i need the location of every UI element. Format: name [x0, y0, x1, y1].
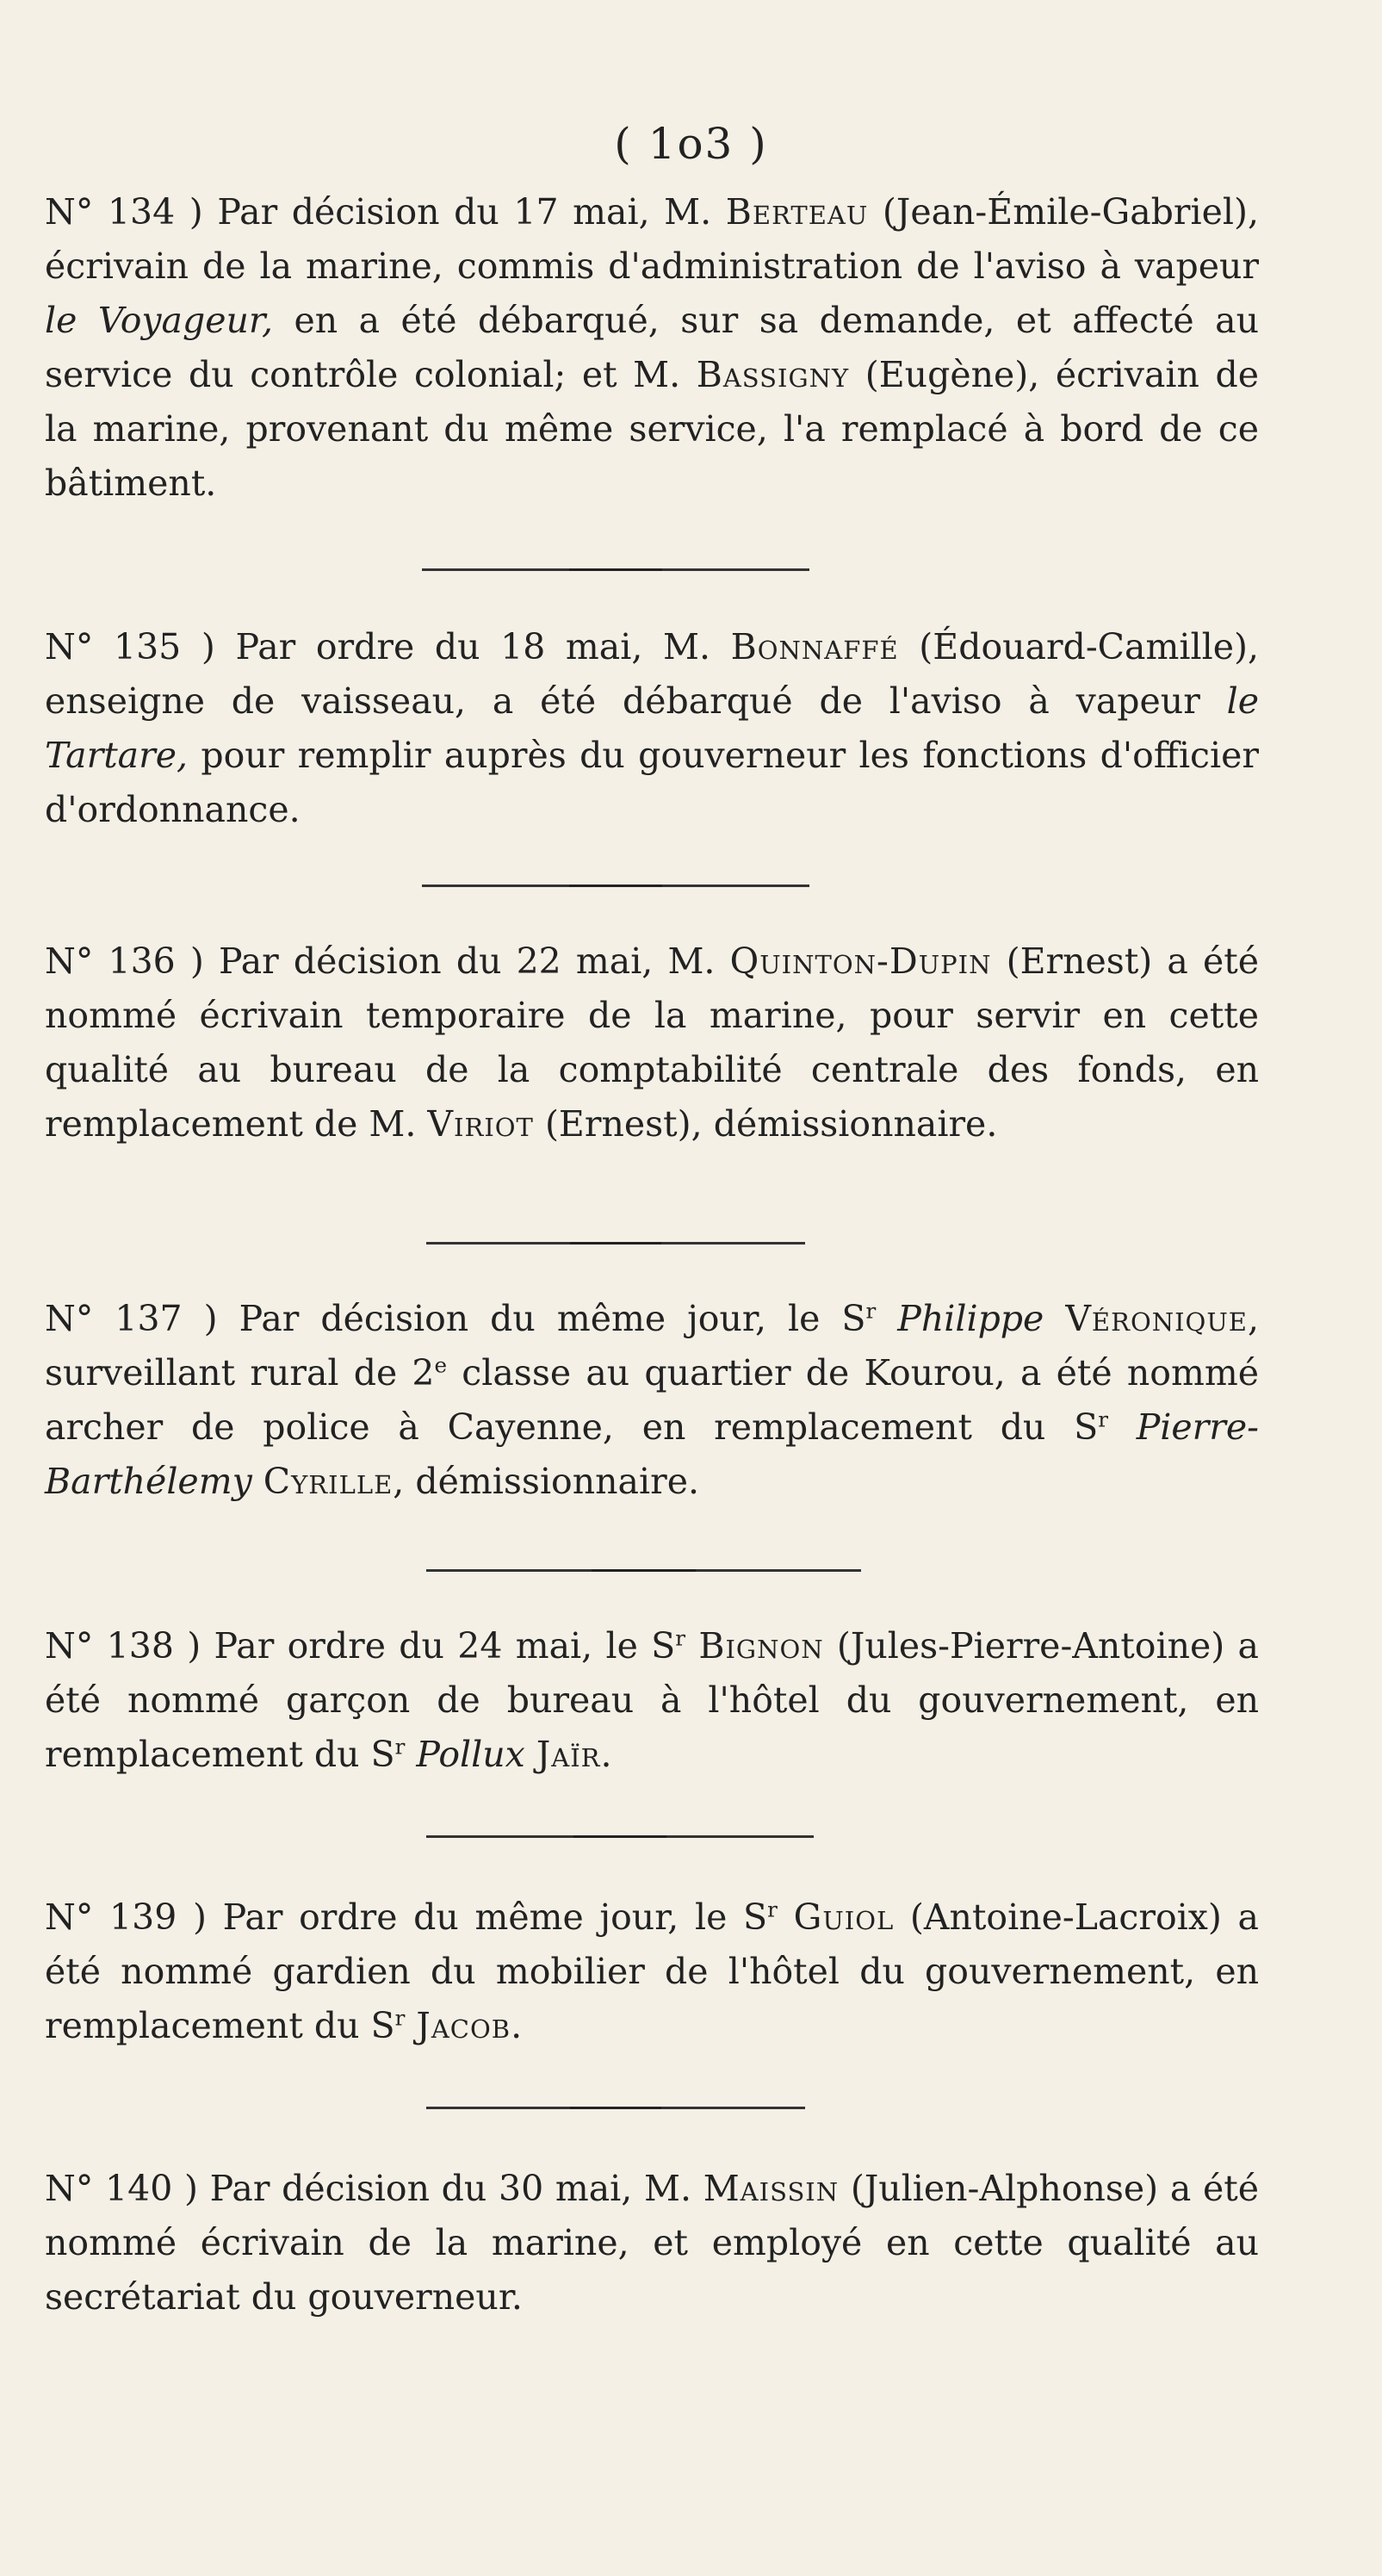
- entry-text: Par décision du 17 mai, M.: [202, 191, 726, 233]
- name-smallcaps: Berteau: [725, 191, 869, 233]
- name-smallcaps: Bignon: [698, 1625, 824, 1667]
- entry-text: , surveillant rural de 2: [45, 1298, 1259, 1394]
- entry-text: [876, 1298, 897, 1339]
- superscript: r: [394, 1734, 406, 1760]
- entry-text: .: [600, 1734, 612, 1775]
- name-smallcaps: Bonnaffé: [730, 626, 899, 667]
- entry-134: [45, 185, 1259, 511]
- entry-text: [778, 1896, 794, 1938]
- separator-rule: [426, 2107, 805, 2109]
- entry-text: (Jean-Émile-Gabriel), écrivain de la marine, commis d'administration de l'aviso à vapeur: [45, 191, 1259, 287]
- entry-text: pour remplir auprès du gouverneur les fonctions d'officier d'ordonnance.: [45, 735, 1259, 830]
- entry-text: [1044, 1298, 1065, 1339]
- entry-text: [405, 2005, 416, 2046]
- entry-text: [252, 1461, 263, 1502]
- entry-text: [1108, 1406, 1137, 1448]
- entry-text: Par ordre du même jour, le S: [206, 1896, 768, 1938]
- entry-number: N° 138 ): [45, 1625, 201, 1667]
- entry-text: [405, 1734, 416, 1775]
- entry-paragraph: [45, 1619, 1259, 1782]
- entry-text: classe au quartier de Kourou, a été nommé archer de police à Cayenne, en remplacement du S: [45, 1352, 1259, 1448]
- superscript: r: [394, 2005, 406, 2031]
- italic-text: Philippe: [897, 1298, 1044, 1339]
- name-smallcaps: Maissin: [703, 2168, 840, 2209]
- entry-text: .: [511, 2005, 523, 2046]
- superscript: r: [1098, 1406, 1108, 1432]
- superscript: r: [865, 1298, 877, 1324]
- entry-number: N° 136 ): [45, 940, 204, 982]
- entry-number: N° 137 ): [45, 1298, 218, 1339]
- entry-paragraph: [45, 2162, 1259, 2325]
- name-smallcaps: Viriot: [427, 1103, 534, 1145]
- entry-138: [45, 1619, 1259, 1782]
- entry-paragraph: [45, 1890, 1259, 2053]
- entry-text: [525, 1734, 536, 1775]
- separator-rule: [422, 568, 809, 571]
- name-smallcaps: Véronique: [1065, 1298, 1248, 1339]
- entry-text: (Ernest) a été nommé écrivain temporaire de la marine, pour servir en cette qualité au bureau de la comptabilité centrale des fonds, en remplacement de M.: [45, 940, 1259, 1145]
- page-number: ( 1o3 ): [614, 119, 768, 169]
- entry-137: [45, 1292, 1259, 1509]
- entry-text: (Julien-Alphonse) a été nommé écrivain de la marine, et employé en cette qualité au secrétariat du gouverneur.: [45, 2168, 1259, 2318]
- entry-text: (Ernest), démissionnaire.: [533, 1103, 998, 1145]
- entry-139: [45, 1890, 1259, 2053]
- name-smallcaps: Jaïr: [536, 1734, 601, 1775]
- entry-paragraph: [45, 934, 1259, 1151]
- separator-rule: [426, 1242, 805, 1245]
- superscript: e: [434, 1352, 448, 1378]
- entry-text: Par décision du même jour, le S: [217, 1298, 866, 1339]
- entry-text: Par décision du 30 mai, M.: [198, 2168, 703, 2209]
- superscript: r: [767, 1896, 778, 1922]
- entry-135: [45, 620, 1259, 837]
- entry-paragraph: [45, 1292, 1259, 1509]
- entry-140: [45, 2162, 1259, 2325]
- entry-text: Par décision du 22 mai, M.: [203, 940, 730, 982]
- italic-text: le Tartare,: [45, 680, 1259, 776]
- entry-text: (Jules-Pierre-Antoine) a été nommé garçon de bureau à l'hôtel du gouvernement, en remplacement du S: [45, 1625, 1259, 1775]
- separator-rule: [426, 1569, 861, 1572]
- italic-text: Pollux: [416, 1734, 525, 1775]
- name-smallcaps: Guiol: [793, 1896, 895, 1938]
- entry-text: , démissionnaire.: [393, 1461, 700, 1502]
- entry-text: (Édouard-Camille), enseigne de vaisseau, a été débarqué de l'aviso à vapeur: [45, 626, 1259, 722]
- entry-text: Par ordre du 24 mai, le S: [201, 1625, 676, 1667]
- entry-paragraph: [45, 185, 1259, 511]
- superscript: r: [675, 1625, 686, 1651]
- entry-paragraph: [45, 620, 1259, 837]
- name-smallcaps: Jacob: [416, 2005, 511, 2046]
- name-smallcaps: Cyrille: [263, 1461, 394, 1502]
- italic-text: le Voyageur,: [45, 300, 274, 341]
- entry-136: [45, 934, 1259, 1151]
- entry-text: (Antoine-Lacroix) a été nommé gardien du mobilier de l'hôtel du gouvernement, en remplacement du S: [45, 1896, 1259, 2046]
- entry-number: N° 139 ): [45, 1896, 207, 1938]
- entry-text: [685, 1625, 698, 1667]
- italic-text: Pierre-Barthélemy: [45, 1406, 1259, 1502]
- separator-rule: [422, 885, 809, 887]
- name-smallcaps: Quinton-Dupin: [729, 940, 992, 982]
- entry-number: N° 134 ): [45, 191, 203, 233]
- entry-text: en a été débarqué, sur sa demande, et affecté au service du contrôle colonial; et M.: [45, 300, 1259, 395]
- entry-number: N° 140 ): [45, 2168, 198, 2209]
- entry-text: Par ordre du 18 mai, M.: [214, 626, 731, 667]
- separator-rule: [426, 1835, 814, 1838]
- entry-number: N° 135 ): [45, 626, 215, 667]
- entry-text: (Eugène), écrivain de la marine, provenant du même service, l'a remplacé à bord de ce bâtiment.: [45, 354, 1259, 504]
- name-smallcaps: Bassigny: [696, 354, 850, 395]
